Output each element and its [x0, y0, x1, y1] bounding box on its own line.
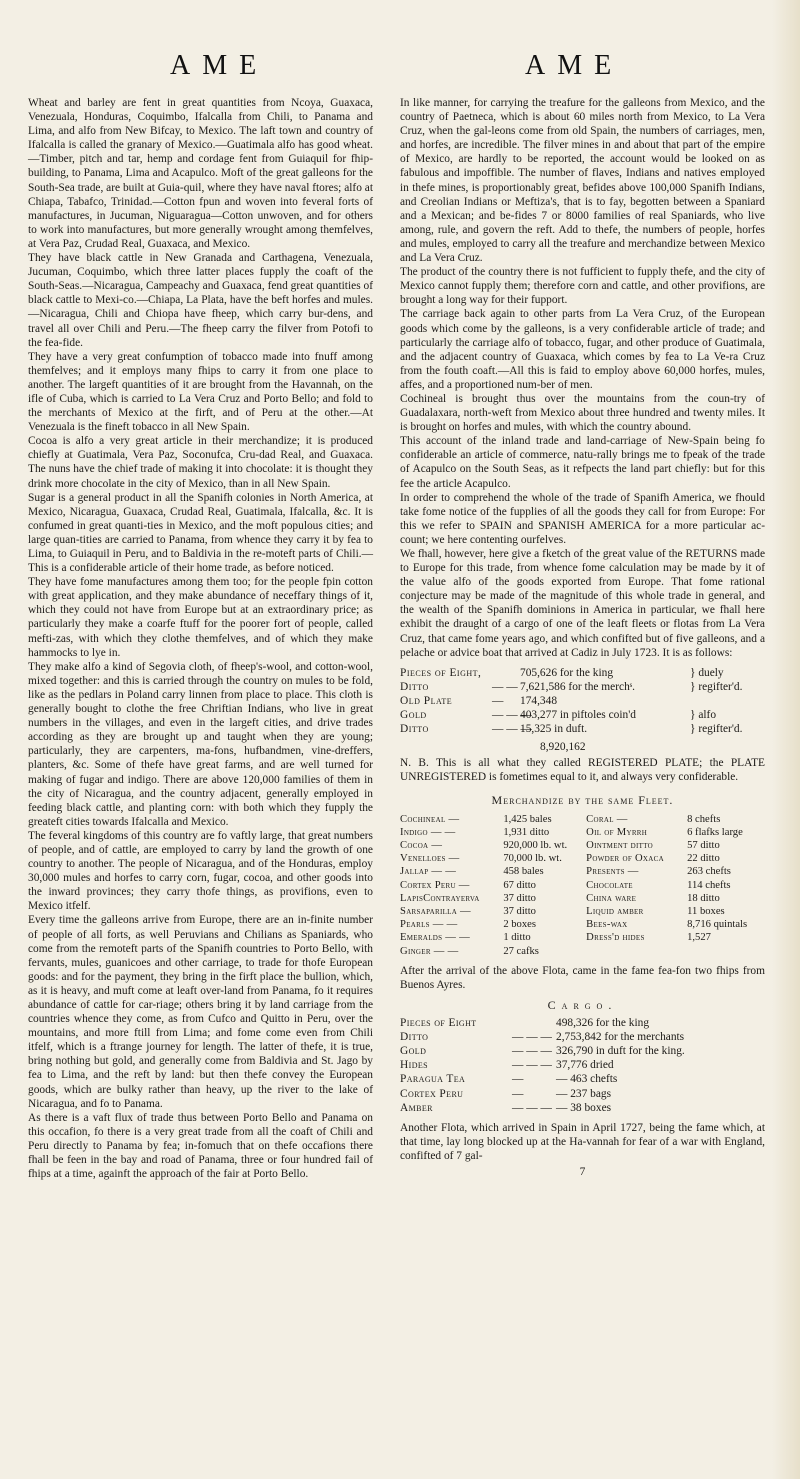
returns-note — [690, 694, 750, 708]
paragraph: They have fome manufactures among them too; for the people fpin cotton with great application, and they make abundance of neceffary things of it, which they could not have from Europe but at an extraordinary price; as particularly they make a coarfe ftuff for the poorer fort of people, called mefti-zas, with which they clothe themfelves, and of which they make hammocks to lye in. — [28, 576, 373, 659]
merch-item-name: China ware — [586, 892, 637, 904]
table-row — [400, 945, 765, 958]
merch-item-name — [586, 945, 687, 958]
returns-amount: 403,277 in piftoles coin'd — [520, 709, 636, 722]
cargo-amount: — 38 boxes — [556, 1101, 612, 1114]
merch-item-name: Cochineal — — [400, 813, 460, 825]
running-head-left: AME — [170, 50, 269, 81]
merch-item-qty: 37 ditto — [503, 906, 536, 918]
cargo-row — [400, 1044, 765, 1058]
returns-dash: — — — — [492, 709, 532, 722]
merch-item-name: Dress'd hides — [586, 932, 645, 944]
returns-dash: — — [492, 694, 504, 707]
cargo-label: Pieces of Eight — [400, 1017, 477, 1030]
merch-item-name: Oil of Myrrh — [586, 826, 648, 838]
cargo-dash: — — — — [512, 1045, 552, 1058]
merch-item-qty: 11 boxes — [687, 906, 725, 918]
merch-item-qty: 1,425 bales — [503, 813, 552, 825]
merch-item-qty: 22 ditto — [687, 853, 720, 865]
cargo-label: Ditto — [400, 1031, 429, 1044]
cargo-row — [400, 1087, 765, 1101]
returns-row — [400, 694, 765, 708]
returns-label: Old Plate — [400, 694, 453, 707]
merch-item-name: Coral — — [586, 813, 628, 825]
merch-item-name: Cocoa — — [400, 840, 443, 851]
cargo-amount: 2,753,842 for the merchants — [556, 1031, 685, 1044]
cargo-row — [400, 1058, 765, 1072]
merch-item-qty: 67 ditto — [503, 879, 536, 891]
merch-item-qty: 1,527 — [687, 932, 711, 944]
merch-item-qty: 27 cafks — [503, 945, 539, 957]
merch-item-qty: 57 ditto — [687, 840, 720, 851]
returns-row — [400, 666, 765, 680]
cargo-amount: 326,790 in duft for the king. — [556, 1045, 685, 1058]
returns-dash: — — — — [492, 723, 532, 736]
merch-item-qty: 8,716 quintals — [687, 919, 748, 931]
merch-item-name: Liquid amber — [586, 906, 644, 918]
table-row — [400, 905, 765, 918]
merch-item-name: Sarsaparilla — — [400, 906, 471, 918]
returns-dash: — — — [492, 680, 518, 693]
merch-item-name: Jallap — — — [400, 866, 457, 878]
paragraph: In like manner, for carrying the treafure for the galleons from Mexico, and the country of Paetneca, which is about 60 miles north from Mexico, to La Vera Cruz, when the gal-leons come from old Spain, the numbers of carriages, men, and horfes, are incredible. The filver mines in and about that part of the empire of Mexico, are hardly to be reported, the account would be looked on as fabulous and impoffible. The number of flaves, Indians and natives employed in thefe mines, is proportionably great, befides above 100,000 Spanifh Indians, and Creolian Indians or Meftiza's, that is to fay, begotten between a Spaniard and a Mexican; and be-fides 7 or 8000 families of real Spaniards, who live among, rule, and govern the reft. Add to thefe, the numbers of people, horfes and mules, employed to carry all the treafure and merchandize between Mexico and La Vera Cruz. — [400, 97, 765, 265]
returns-label: Pieces of Eight, — [400, 666, 482, 679]
merch-item-name: Pearls — — — [400, 919, 458, 931]
returns-note: } regifter'd. — [690, 680, 743, 693]
cargo-dash: — — — — [512, 1059, 552, 1072]
returns-note: } alfo — [690, 709, 717, 722]
cargo-row — [400, 1016, 765, 1030]
merch-item-qty: 263 chefts — [687, 866, 731, 878]
merch-item-name: Emeralds — — — [400, 932, 471, 944]
table-row — [400, 826, 765, 839]
merch-item-qty: 458 bales — [503, 866, 544, 878]
paragraph: Sugar is a general product in all the Spanifh colonies in North America, at Mexico, Nicaragua, Guaxaca, Crudad Real, Guatimala, Ifalcalla, &c. It is confumed in great quanti-ties in Mexico, and the moft populous cities; and large quan-tities are carried to Panama, from whence they carry it by fea to Lima, to Guiaquil in Peru, and to Baldivia in the re-moteft parts of Chili.—This is a confiderable article of their home trade, as before noticed. — [28, 491, 373, 575]
cargo-dash: — — — — [512, 1031, 552, 1044]
merch-item-name: Bees-wax — [586, 919, 628, 931]
paragraph-note: N. B. This is all what they called REGISTERED PLATE; the PLATE UNREGISTERED is fometimes equal to it, and always very confiderable. — [400, 757, 765, 784]
cargo-table — [400, 1016, 765, 1115]
merch-item-qty: 1,931 ditto — [503, 826, 550, 838]
cargo-label: Hides — [400, 1059, 429, 1072]
paragraph: This account of the inland trade and land-carriage of New-Spain being fo confiderable an article of commerce, natu-rally brings me to fpeak of the trade of Acapulco on the South Seas, as it refpects the land part chiefly: but for this fee the article Acapulco. — [400, 435, 765, 490]
table-row — [400, 839, 765, 852]
cargo-dash: — — [512, 1087, 524, 1100]
cargo-amount: 37,776 dried — [556, 1059, 614, 1072]
merchandize-table — [400, 813, 765, 958]
cargo-label: Cortex Peru — [400, 1087, 464, 1100]
cargo-row — [400, 1030, 765, 1044]
returns-amount: 174,348 — [520, 694, 558, 707]
cargo-label: Gold — [400, 1045, 427, 1058]
merch-item-qty: 70,000 lb. wt. — [503, 853, 562, 865]
returns-label: Ditto — [400, 680, 429, 693]
merch-item-name: Presents — — [586, 866, 639, 878]
page-edge-shadow — [772, 0, 800, 1479]
paragraph: Cochineal is brought thus over the mountains from the coun-try of Guadalaxara, north-weft from Mexico about three hundred and twenty miles. It is brought on horfes and mules, with which the country abound. — [400, 392, 765, 434]
returns-label: Gold — [400, 709, 427, 722]
merch-item-qty — [687, 945, 765, 958]
returns-row — [400, 680, 765, 694]
merch-item-name: Ointment ditto — [586, 840, 654, 851]
returns-amount: 705,626 for the king — [520, 666, 614, 679]
running-head-right: AME — [525, 50, 624, 81]
returns-amount: 7,621,586 for the merchˢ. — [520, 680, 636, 693]
paragraph: They have a very great confumption of tobacco made into fnuff among themfelves; and it employs many fhips to carry it from one place to another. The largeft quantities of it are brought from the Havannah, on the ifle of Cuba, which is carried to La Vera Cruz and Porto Bello; and fold to the merchants of Mexico at the firft, and of Peru at the other.—At Venezuala is the fineft tobacco in all New Spain. — [28, 350, 373, 434]
paragraph: The product of the country there is not fufficient to fupply thefe, and the city of Mexico cannot fupply them; therefore corn and cattle, and other provifions, are brought a long way for their fupport. — [400, 266, 765, 307]
table-row — [400, 892, 765, 905]
table-row — [400, 813, 765, 826]
paragraph: The carriage back again to other parts from La Vera Cruz, of the European goods which come by the galleons, is a very confiderable article of trade; and particularly the carriage alfo of tobacco, fugar, and other produce of Guatimala, and the adjacent country of Guaxaca, which comes by fea to La Ve-ra Cruz from the fouth coaft.—All this is faid to employ above 60,000 horfes, mules, affes, and a proportioned num-ber of men. — [400, 308, 765, 391]
cargo-row — [400, 1101, 765, 1115]
merch-item-qty: 114 chefts — [687, 879, 731, 891]
paragraph: Another Flota, which arrived in Spain in April 1727, being the fame which, at that time, lay long blocked up at the Ha-vannah for fear of a war with England, confifted of 7 gal- — [400, 1121, 765, 1162]
left-column — [28, 96, 373, 1181]
merch-item-qty: 1 ditto — [503, 932, 531, 944]
returns-label: Ditto — [400, 723, 429, 736]
paragraph: After the arrival of the above Flota, came in the fame fea-fon two fhips from Buenos Ayres. — [400, 964, 765, 991]
page-number: 7 — [579, 1166, 586, 1179]
merch-item-name: Chocolate — [586, 879, 633, 891]
returns-total: 8,920,162 — [540, 741, 586, 754]
cargo-amount: — 463 chefts — [556, 1073, 618, 1086]
merch-item-name: Cortex Peru — — [400, 879, 470, 891]
returns-table — [400, 666, 765, 755]
merch-item-name: LapisContrayerva — [400, 892, 480, 904]
merch-item-qty: 18 ditto — [687, 892, 720, 904]
merch-item-name: Powder of Oxaca — [586, 853, 664, 865]
cargo-row — [400, 1072, 765, 1086]
paragraph: Wheat and barley are fent in great quantities from Ncoya, Guaxaca, Venezuala, Honduras, Coquimbo, Ifalcalla from Chili, to Panama and Lima, and alfo from New Bifcay, to Mexico. The laft town and country of Ifalcalla is called the granary of Mexico.—Guatimala alfo has good wheat.—Timber, pitch and tar, hemp and cordage fent from Guiaquil for fhip-building, to Panama, Lima and Acapulco. Moft of the great galleons for the South-Sea trade, are built at Guia-quil, where they have naval ftores; alfo at Chiapa, Tabafco, Trinidad.—Cotton fpun and woven into feveral forts of manufactures, in Jucuman, Niguaragua—Cotton unwoven, and for others to work into manufactures, but more generally wrought among themfelves, at Vera Paz, Crudad Real, Guaxaca, and Mexico. — [28, 97, 373, 250]
paragraph: We fhall, however, here give a fketch of the great value of the RETURNS made to Europe for this trade, from whence fome calculation may be made by it of the value alfo of the goods exported from Europe. That fome rational conjecture may be made of the magnitude of this whole trade in general, and the wealth of the Spanifh dominions in America in particular, we fhall here exhibit the draught of a cargo of one of the leaft fleets or flotas from La Vera Cruz, that came fome years ago, and which confifted but of five galleons, and a pelache or advice boat that arrived at Cadiz in July 1723. It is as follows: — [400, 548, 765, 659]
merch-item-name: Ginger — — — [400, 945, 459, 957]
table-row — [400, 865, 765, 878]
returns-amount: 15,325 in duft. — [520, 723, 588, 736]
paragraph: The feveral kingdoms of this country are fo vaftly large, that great numbers of people, and of cattle, are employed to carry by land the growth of one country to another. The people of Nicaragua, and of the Honduras, employ 30,000 mules and horfes to carry corn, fugar, cocoa, and other goods into the inward provinces; they carry thofe things, as provifions, even to Mexico itfelf. — [28, 829, 373, 913]
merchandize-heading: Merchandize by the same Fleet. — [491, 792, 674, 807]
merch-item-qty: 6 flafks large — [687, 826, 743, 838]
merch-item-qty: 920,000 lb. wt. — [503, 840, 568, 851]
cargo-dash: — — [512, 1073, 524, 1086]
cargo-dash — [512, 1016, 556, 1030]
merch-item-qty: 8 chefts — [687, 813, 721, 825]
merch-item-name: Indigo — — — [400, 826, 456, 838]
paragraph: Every time the galleons arrive from Europe, there are an in-finite number of people of all forts, as well Peruvians and Chilians as Spaniards, who come from the remoteft parts of the Spanifh countries to Porto Bello, with fervants, mules, guanicoes and other carriage, to trade for thofe European goods: and for the payment, they bring in the firft place the bullion, which, as it is heavy, and muft come at leaft over-land from Panama, fo it requires abundance of cattle for car-riage; others bring it by land carriage from the countries whence they come, as from Cufco and Quitto in Peru, over the mountains, and more ftill from Lima; and fome come even from Chili itfelf, which is a ftrange journey for length. The latter of thefe, it is true, bring nothing but gold, and generally come from Baldivia and St. Jago by fea to Lima, and the reft by land: but then thefe convey the European goods, which are bulky rather than heavy, up the river to the lake of Nicaragua, and fo to Panama. — [28, 914, 373, 1110]
table-row — [400, 879, 765, 892]
returns-row — [400, 722, 765, 736]
table-row — [400, 931, 765, 944]
returns-dash — [492, 666, 520, 680]
paragraph: They make alfo a kind of Segovia cloth, of fheep's-wool, and cotton-wool, mixed together: and this is carried through the country on mules to be fold, like as the pedlars in Poland carry linnen from place to place. This cloth is generally bought to clothe the free Chriftian Indians, who live in great numbers in the villages, and even in the largeft cities, and drive trades according as they are brought up and taught when they are young; particularly, they are carpenters, ma-fons, hufbandmen, vine-dreffers, planters, &c. Some of thefe have great farms, and are well turned for making of fugar and indigo. There are above 120,000 families of them in the city of Nicaragua, and the country adjacent, generally employed in feeding black cattle, and planting corn: with both which they fupply the greateft cities towards Ifalcalla and Mexico. — [28, 660, 373, 828]
returns-row — [400, 708, 765, 722]
cargo-label: Amber — [400, 1101, 433, 1114]
table-row — [400, 852, 765, 865]
cargo-label: Paragua Tea — [400, 1073, 466, 1086]
merch-item-name: Venelloes — — [400, 853, 460, 865]
merch-item-qty: 2 boxes — [503, 919, 536, 931]
returns-note: } duely — [690, 666, 724, 679]
cargo-amount: 498,326 for the king — [556, 1017, 650, 1030]
paragraph: In order to comprehend the whole of the trade of Spanifh America, we fhould take fome notice of the fupplies of all the goods they call for from Europe: For this we refer to SPAIN and SPANISH AMERICA for a more particular ac-count; we here contenting ourfelves. — [400, 491, 765, 546]
right-column — [400, 96, 765, 1179]
merch-item-qty: 37 ditto — [503, 892, 536, 904]
paragraph: They have black cattle in New Granada and Carthagena, Venezuala, Jucuman, Coquimbo, which three latter places fupply the coaft of the South-Seas.—Nicaragua, Campeachy and Guaxaca, fend great quantities of black cattle to Mexi-co.—Chiapa, La Plata, have the beft horfes and mules.—Nicaragua, Chili and Chiopa have fheep, which carry bur-dens, and travel all over Chili and Peru.—The fheep carry the filver from Potofi to the fea-fide. — [28, 252, 373, 349]
paragraph: As there is a vaft flux of trade thus between Porto Bello and Panama on this occafion, fo there is a very great trade from all the coaft of Chili and Peru directly to Panama by fea; in-fomuch that on thefe occafions there fhall be feen in the bay and road of Panama, three or four hundred fail of fhips at a time, againft the approach of the fair at Porto Bello. — [28, 1111, 373, 1181]
paragraph: Cocoa is alfo a very great article in their merchandize; it is produced chiefly at Guatimala, Vera Paz, Soconufca, Cru-dad Real, and Guaxaca. The nuns have the chief trade of making it into chocolate: it is thought they drink more chocolate in the city of Mexico, than in all New Spain. — [28, 435, 373, 490]
cargo-heading: Cargo. — [547, 998, 618, 1013]
cargo-amount: — 237 bags — [556, 1087, 612, 1100]
table-row — [400, 918, 765, 931]
returns-note: } regifter'd. — [690, 723, 743, 736]
cargo-dash: — — — — [512, 1101, 552, 1114]
